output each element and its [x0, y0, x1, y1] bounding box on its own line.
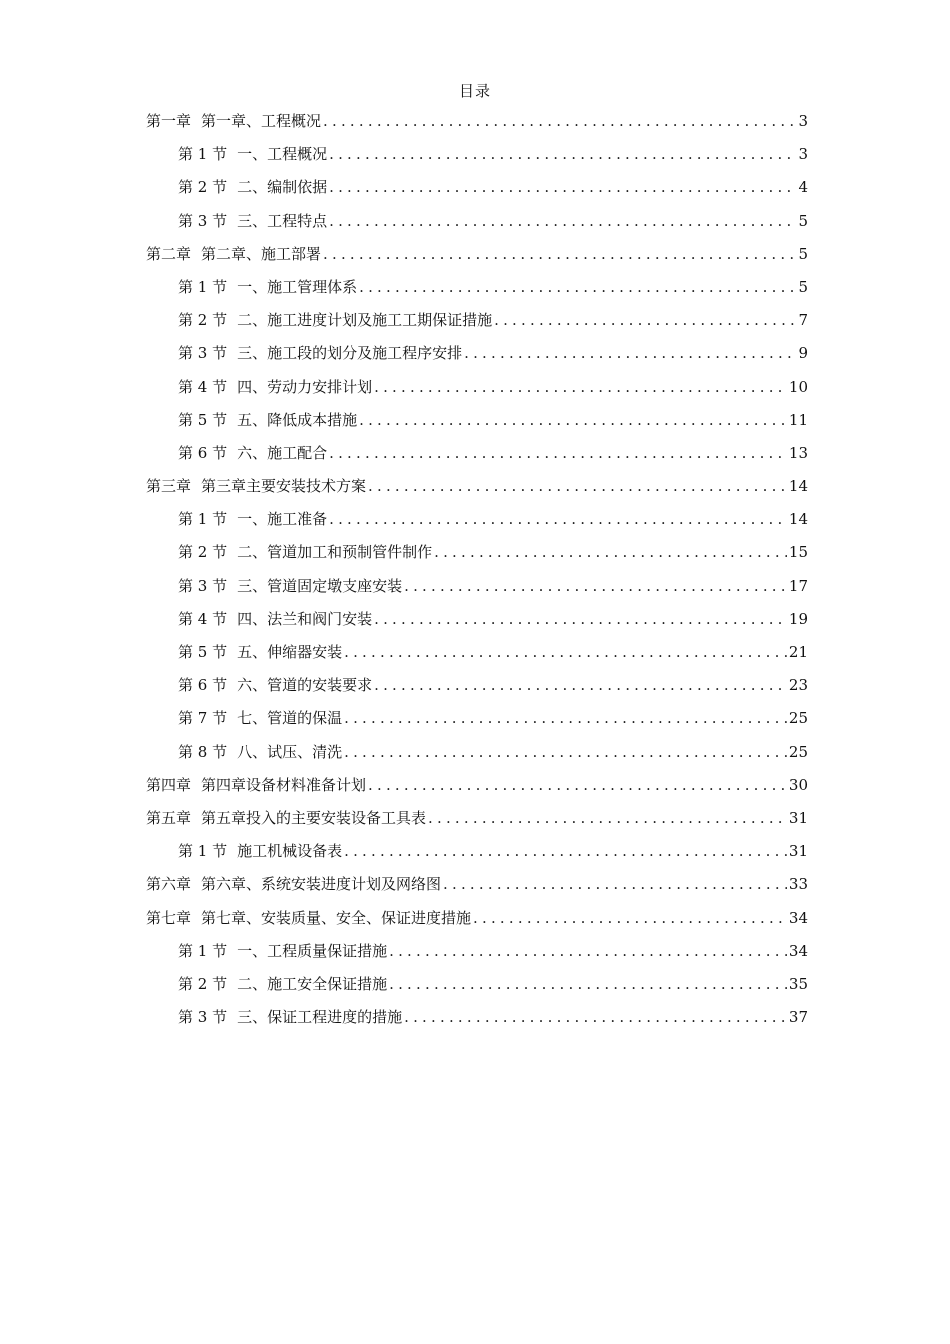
toc-number: 第 1 节	[178, 510, 228, 529]
toc-entry[interactable]	[146, 968, 808, 1001]
toc-page-number: 25	[788, 709, 808, 728]
toc-page-number: 14	[788, 477, 808, 496]
toc-page-number: 37	[788, 1008, 808, 1027]
toc-number: 第一章	[146, 112, 192, 130]
toc-leader	[344, 736, 787, 769]
toc-page-number: 31	[788, 842, 808, 861]
toc-entry-title: 四、劳动力安排计划	[237, 377, 373, 396]
toc-leader	[374, 371, 787, 404]
toc-leader	[323, 238, 796, 271]
toc-page-number: 3	[798, 145, 808, 164]
toc-entry[interactable]	[146, 304, 808, 337]
toc-entry-title: 五、降低成本措施	[237, 410, 358, 429]
toc-number: 第 8 节	[178, 742, 228, 761]
toc-entry-title: 第四章设备材料准备计划	[201, 775, 367, 794]
toc-entry-title: 二、施工进度计划及施工工期保证措施	[237, 311, 493, 330]
toc-leader	[404, 570, 787, 603]
toc-entry[interactable]	[146, 536, 808, 569]
toc-entry[interactable]	[146, 902, 808, 935]
toc-entry[interactable]	[146, 603, 808, 636]
toc-number: 第 5 节	[178, 410, 228, 429]
toc-page-number: 21	[788, 643, 808, 661]
toc-leader	[359, 271, 796, 304]
toc-number: 第 1 节	[178, 842, 228, 861]
toc-page-number: 34	[788, 941, 808, 960]
toc-entry[interactable]	[146, 371, 808, 404]
toc-entry-title: 第七章、安装质量、安全、保证进度措施	[201, 908, 472, 927]
toc-title: 目录	[458, 82, 491, 100]
toc-number: 第 3 节	[178, 576, 228, 595]
toc-page-number: 31	[788, 808, 808, 827]
toc-page-number: 9	[798, 344, 808, 363]
toc-leader	[368, 470, 787, 503]
toc-leader	[329, 437, 787, 470]
toc-page-number: 4	[798, 178, 808, 197]
toc-entry-title: 一、施工准备	[237, 510, 328, 529]
toc-page-number: 23	[788, 676, 808, 695]
toc-page-number: 5	[798, 244, 808, 263]
toc-leader	[359, 404, 787, 437]
toc-page-number: 7	[798, 311, 808, 330]
toc-entry-title: 二、施工安全保证措施	[237, 974, 388, 993]
toc-entry-title: 二、管道加工和预制管件制作	[237, 543, 433, 562]
toc-page-number: 34	[788, 908, 808, 927]
toc-page-number: 19	[788, 609, 808, 628]
toc-entry[interactable]	[146, 271, 808, 304]
toc-entry-title: 八、试压、清洗	[237, 742, 343, 761]
toc-number: 第 6 节	[178, 676, 228, 695]
toc-entry-title: 七、管道的保温	[237, 709, 343, 728]
toc-entry-title: 三、施工段的划分及施工程序安排	[237, 344, 463, 363]
toc-number: 第 1 节	[178, 941, 228, 960]
toc-page-number: 14	[788, 510, 808, 529]
toc-entry-title: 六、施工配合	[237, 443, 328, 462]
toc-entry[interactable]	[146, 404, 808, 437]
toc-entry[interactable]	[146, 769, 808, 802]
toc-page-number: 11	[788, 410, 808, 429]
toc-page-number: 30	[788, 775, 808, 794]
toc-leader	[473, 902, 787, 935]
toc-entry[interactable]	[146, 503, 808, 536]
toc-entry[interactable]	[146, 868, 808, 901]
toc-leader	[404, 1001, 787, 1034]
toc-entry[interactable]	[146, 1001, 808, 1034]
toc-page-number: 17	[788, 576, 808, 595]
toc-leader	[329, 138, 796, 171]
toc-number: 第 3 节	[178, 211, 228, 230]
toc-entry[interactable]	[146, 470, 808, 503]
toc-entry-title: 二、编制依据	[237, 178, 328, 197]
toc-number: 第 6 节	[178, 443, 228, 462]
toc-entry[interactable]	[146, 802, 808, 835]
toc-entry-title: 第六章、系统安装进度计划及网络图	[201, 875, 442, 894]
toc-number: 第 5 节	[178, 643, 228, 661]
toc-entry[interactable]	[146, 702, 808, 735]
toc-page-number: 33	[788, 875, 808, 894]
toc-entry[interactable]	[146, 736, 808, 769]
toc-entry[interactable]	[146, 636, 808, 669]
toc-entry-title: 四、法兰和阀门安装	[237, 609, 373, 628]
toc-page-number: 13	[788, 443, 808, 462]
toc-number: 第 1 节	[178, 277, 228, 296]
toc-leader	[329, 503, 787, 536]
toc-leader	[344, 636, 787, 669]
toc-number: 第 3 节	[178, 344, 228, 363]
toc-leader	[443, 868, 787, 901]
toc-leader	[344, 702, 787, 735]
toc-entry[interactable]	[146, 205, 808, 238]
toc-entry-title: 第五章投入的主要安装设备工具表	[201, 808, 427, 827]
toc-page-number: 15	[788, 543, 808, 562]
toc-entry[interactable]	[146, 835, 808, 868]
toc-page-number: 3	[798, 112, 808, 130]
toc-number: 第五章	[146, 808, 192, 827]
toc-leader	[428, 802, 787, 835]
toc-leader	[374, 603, 787, 636]
toc-entry-title: 六、管道的安装要求	[237, 676, 373, 695]
toc-number: 第三章	[146, 477, 192, 496]
toc-entry-title: 三、管道固定墩支座安装	[237, 576, 403, 595]
toc-leader	[344, 835, 787, 868]
toc-leader	[323, 105, 796, 138]
toc-leader	[494, 304, 796, 337]
toc-entry-title: 第三章主要安装技术方案	[201, 477, 367, 496]
toc-entry[interactable]	[146, 238, 808, 271]
toc-number: 第 4 节	[178, 609, 228, 628]
toc-leader	[329, 205, 796, 238]
toc-entry-title: 五、伸缩器安装	[237, 643, 343, 661]
toc-number: 第 2 节	[178, 178, 228, 197]
toc-entry[interactable]	[146, 105, 808, 138]
toc-entry-title: 一、工程质量保证措施	[237, 941, 388, 960]
toc-number: 第 2 节	[178, 311, 228, 330]
toc-number: 第 4 节	[178, 377, 228, 396]
toc-entry-title: 施工机械设备表	[237, 842, 343, 861]
toc-number: 第 2 节	[178, 974, 228, 993]
toc-entry[interactable]	[146, 570, 808, 603]
toc-entry[interactable]	[146, 437, 808, 470]
toc-leader	[464, 337, 796, 370]
toc-leader	[329, 171, 796, 204]
toc-number: 第二章	[146, 244, 192, 263]
toc-entry[interactable]	[146, 337, 808, 370]
toc-number: 第六章	[146, 875, 192, 894]
toc-leader	[434, 536, 787, 569]
toc-entry[interactable]	[146, 669, 808, 702]
toc-page-number: 25	[788, 742, 808, 761]
toc-number: 第 3 节	[178, 1008, 228, 1027]
toc-number: 第 2 节	[178, 543, 228, 562]
toc-leader	[374, 669, 787, 702]
toc-entry-title: 三、工程特点	[237, 211, 328, 230]
toc-entry-title: 一、工程概况	[237, 145, 328, 164]
toc-leader	[368, 769, 787, 802]
toc-page-number: 35	[788, 974, 808, 993]
toc-entry-title: 第一章、工程概况	[201, 112, 322, 130]
toc-number: 第 7 节	[178, 709, 228, 728]
toc-entry-title: 第二章、施工部署	[201, 244, 322, 263]
toc-entry-title: 三、保证工程进度的措施	[237, 1008, 403, 1027]
toc-entry[interactable]	[146, 138, 808, 171]
toc-leader	[389, 935, 787, 968]
toc-entry[interactable]	[146, 935, 808, 968]
toc-number: 第 1 节	[178, 145, 228, 164]
toc-page-number: 10	[788, 377, 808, 396]
toc-number: 第七章	[146, 908, 192, 927]
toc-page-number: 5	[798, 211, 808, 230]
toc-page-number: 5	[798, 277, 808, 296]
toc-entry[interactable]	[146, 171, 808, 204]
toc-number: 第四章	[146, 775, 192, 794]
toc-leader	[389, 968, 787, 1001]
toc-list	[146, 105, 808, 1034]
toc-entry-title: 一、施工管理体系	[237, 277, 358, 296]
